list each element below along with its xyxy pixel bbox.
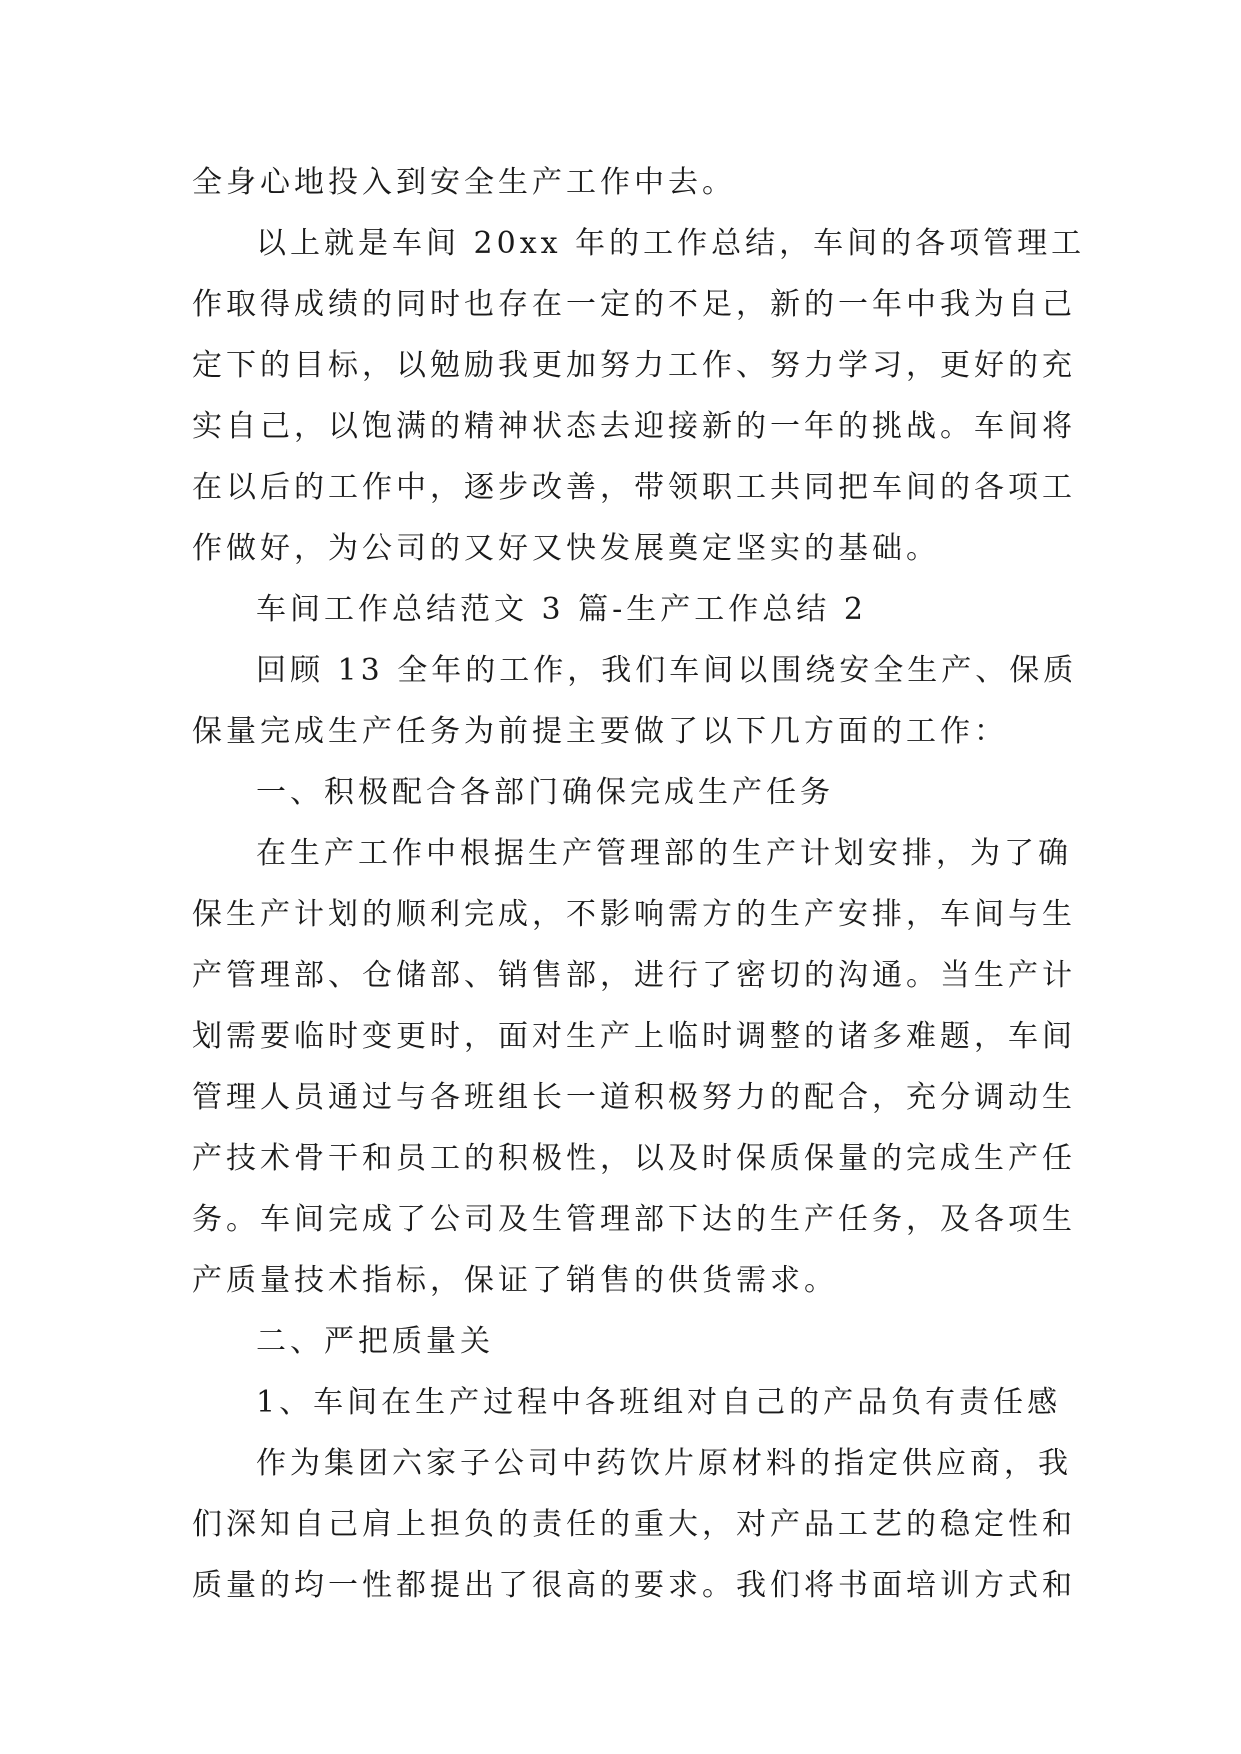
- text-line: 们深知自己肩上担负的责任的重大，对产品工艺的稳定性和: [192, 1507, 1076, 1542]
- text-line: 作做好，为公司的又好又快发展奠定坚实的基础。: [192, 531, 940, 566]
- text-line: 定下的目标，以勉励我更加努力工作、努力学习，更好的充: [192, 348, 1076, 383]
- text-line: 产质量技术指标，保证了销售的供货需求。: [192, 1263, 838, 1298]
- text-line: 车间工作总结范文 3 篇-生产工作总结 2: [256, 592, 867, 627]
- text-line: 全身心地投入到安全生产工作中去。: [192, 165, 736, 200]
- text-line: 1、车间在生产过程中各班组对自己的产品负有责任感: [256, 1385, 1062, 1420]
- text-line: 作为集团六家子公司中药饮片原材料的指定供应商，我: [256, 1446, 1072, 1481]
- text-line: 回顾 13 全年的工作，我们车间以围绕安全生产、保质: [256, 653, 1078, 688]
- text-line: 在生产工作中根据生产管理部的生产计划安排，为了确: [256, 836, 1072, 871]
- text-line: 作取得成绩的同时也存在一定的不足，新的一年中我为自己: [192, 287, 1076, 322]
- text-line: 保生产计划的顺利完成，不影响需方的生产安排，车间与生: [192, 897, 1076, 932]
- text-line: 质量的均一性都提出了很高的要求。我们将书面培训方式和: [192, 1568, 1076, 1603]
- text-line: 一、积极配合各部门确保完成生产任务: [256, 775, 834, 810]
- document-body: [192, 152, 1086, 1616]
- text-line: 管理人员通过与各班组长一道积极努力的配合，充分调动生: [192, 1080, 1076, 1115]
- text-line: 划需要临时变更时，面对生产上临时调整的诸多难题，车间: [192, 1019, 1076, 1054]
- text-line: 产管理部、仓储部、销售部，进行了密切的沟通。当生产计: [192, 958, 1076, 993]
- text-line: 二、严把质量关: [256, 1324, 494, 1359]
- text-line: 以上就是车间 20xx 年的工作总结，车间的各项管理工: [256, 226, 1086, 261]
- text-line: 在以后的工作中，逐步改善，带领职工共同把车间的各项工: [192, 470, 1076, 505]
- text-line: 务。车间完成了公司及生管理部下达的生产任务，及各项生: [192, 1202, 1076, 1237]
- text-line: 产技术骨干和员工的积极性，以及时保质保量的完成生产任: [192, 1141, 1076, 1176]
- text-line: 实自己，以饱满的精神状态去迎接新的一年的挑战。车间将: [192, 409, 1076, 444]
- text-line: 保量完成生产任务为前提主要做了以下几方面的工作：: [192, 714, 1008, 749]
